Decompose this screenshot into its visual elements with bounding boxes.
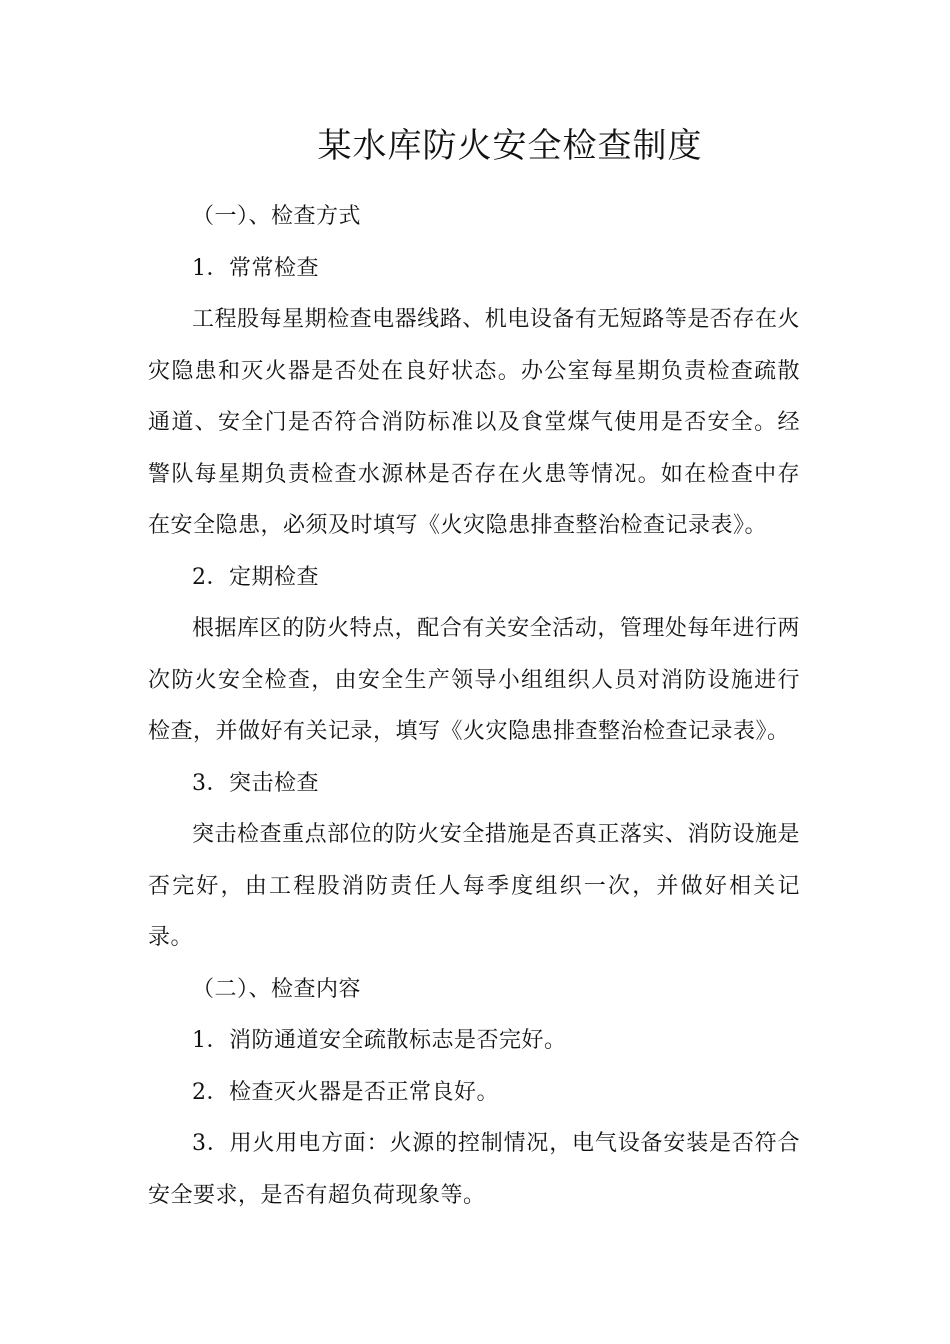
section-heading-inspection-methods: （一）、检查方式 bbox=[192, 204, 362, 229]
subheading-regular-inspection: 1．常常检查 bbox=[192, 255, 319, 281]
list-item-fire-passage: 1．消防通道安全疏散标志是否完好。 bbox=[192, 1028, 567, 1053]
subheading-periodic-inspection: 2．定期检查 bbox=[192, 564, 319, 590]
paragraph-periodic-inspection: 根据库区的防火特点，配合有关安全活动，管理处每年进行两次防火安全检查，由安全生产领导小组组织人员对消防设施进行检查，并做好有关记录，填写《火灾隐患排查整治检查记录表》。 bbox=[148, 616, 800, 744]
document-body bbox=[148, 191, 800, 1221]
list-item-extinguisher: 2．检查灭火器是否正常良好。 bbox=[192, 1079, 499, 1105]
subheading-surprise-inspection: 3．突击检查 bbox=[192, 770, 319, 796]
paragraph-surprise-inspection: 突击检查重点部位的防火安全措施是否真正落实、消防设施是否完好，由工程股消防责任人每季度组织一次，并做好相关记录。 bbox=[148, 822, 800, 950]
document-title: 某水库防火安全检查制度 bbox=[317, 126, 703, 166]
paragraph-regular-inspection: 工程股每星期检查电器线路、机电设备有无短路等是否存在火灾隐患和灭火器是否处在良好状态。办公室每星期负责检查疏散通道、安全门是否符合消防标准以及食堂煤气使用是否安全。经警队每星期负责检查水源林是否存在火患等情况。如在检查中存在安全隐患，必须及时填写《火灾隐患排查整治检查记录表》。 bbox=[148, 307, 800, 538]
section-heading-inspection-content: （二）、检查内容 bbox=[192, 976, 362, 1002]
list-item-fire-electricity: 3．用火用电方面：火源的控制情况，电气设备安装是否符合安全要求，是否有超负荷现象等。 bbox=[148, 1131, 800, 1208]
